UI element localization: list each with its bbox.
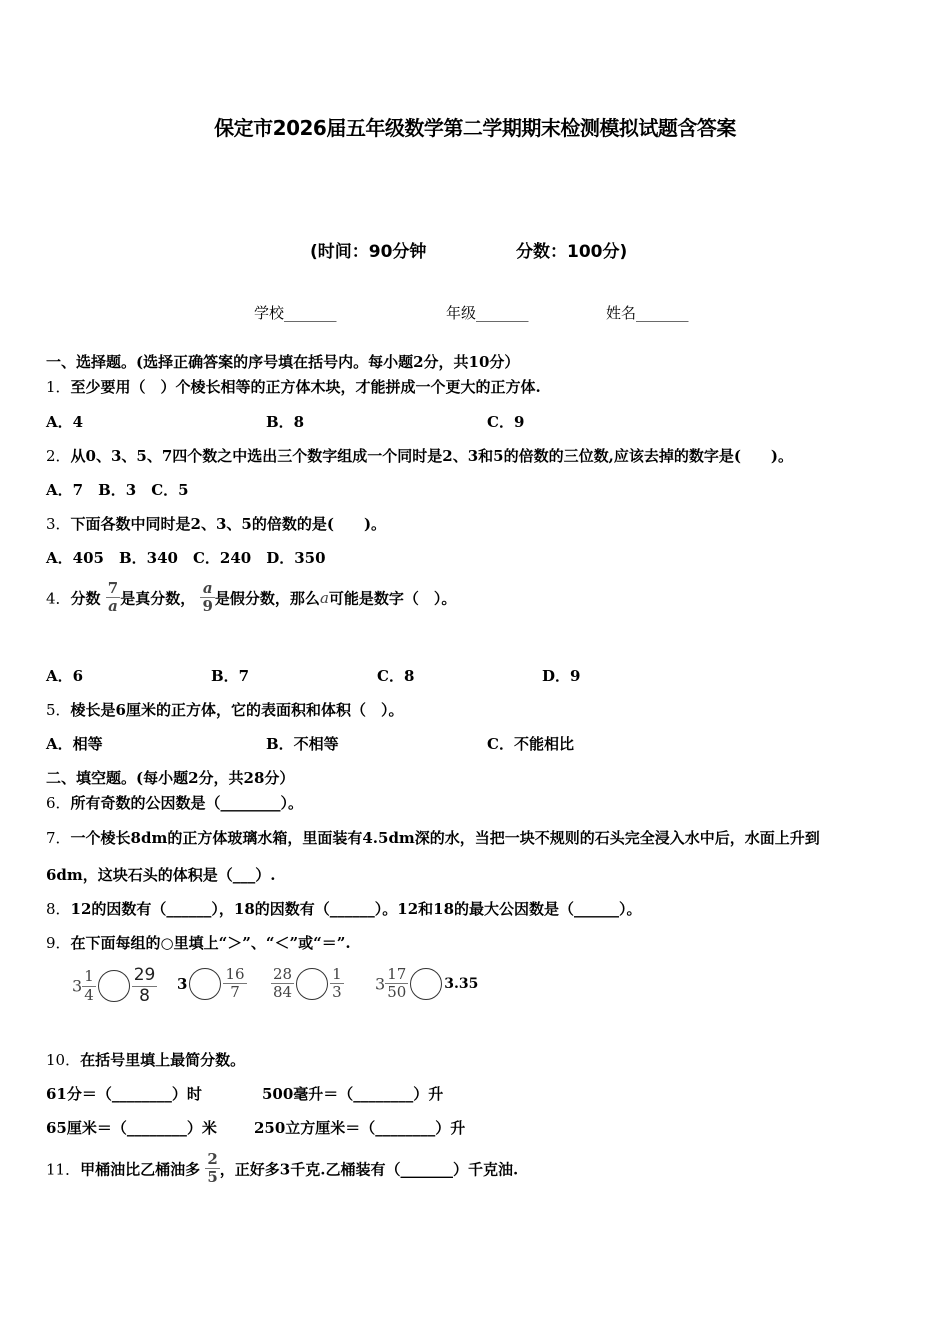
question-7-line2: 6dm，这块石头的体积是（___）.	[46, 866, 276, 884]
denominator: 50	[387, 983, 407, 1002]
denominator: 4	[84, 985, 94, 1004]
question-text: 从0、3、5、7四个数之中选出三个数字组成一个同时是2、3和5的倍数的三位数,应该去掉的数字是( )。	[70, 447, 794, 465]
question-number: 1．	[46, 378, 71, 396]
question-2-options: A．7 B．3 C．5	[46, 481, 189, 499]
option-a: A．4	[46, 413, 84, 431]
question-number: 2．	[46, 447, 71, 465]
compare-circle[interactable]	[98, 970, 130, 1002]
fraction-2-over-5	[205, 1151, 219, 1187]
option-a: A．相等	[46, 735, 103, 753]
name-field: 姓名_______	[606, 304, 689, 322]
number: 3	[177, 974, 188, 993]
decimal-number: 3.35	[444, 975, 479, 992]
denominator: 5	[207, 1168, 218, 1187]
option-d: D．9	[542, 667, 581, 685]
question-number: 9．	[46, 934, 71, 952]
question-6	[46, 792, 303, 813]
question-text: 所有奇数的公因数是（________）。	[70, 794, 304, 812]
school-field: 学校_______	[254, 304, 337, 322]
comparison-group-3	[271, 966, 344, 1002]
question-4	[46, 580, 456, 616]
section2-heading: 二、填空题。(每小题2分，共28分）	[46, 769, 295, 787]
exam-score: 分数：100分)	[516, 242, 628, 262]
question-5	[46, 699, 404, 720]
fraction-7-over-a	[106, 580, 120, 616]
question-number: 5．	[46, 701, 71, 719]
question-text-part: 分数	[70, 589, 101, 608]
fraction	[385, 966, 408, 1002]
question-text: 一个棱长8dm的正方体玻璃水箱，里面装有4.5dm深的水，当把一块不规则的石头完全浸入水中后，水面上升到	[70, 829, 820, 847]
comparison-group-1	[72, 966, 157, 1006]
comparison-row	[0, 966, 950, 1026]
question-text-part: 可能是数字（ ）。	[328, 589, 457, 608]
question-number: 7．	[46, 829, 71, 847]
question-11	[46, 1151, 518, 1187]
question-number: 10．	[46, 1051, 81, 1069]
numerator: 17	[387, 965, 407, 983]
denominator: a	[108, 597, 118, 616]
question-text: 棱长是6厘米的正方体，它的表面积和体积（ ）。	[70, 701, 404, 719]
whole-number: 3	[72, 976, 83, 996]
option-b: B．不相等	[266, 735, 339, 753]
conversion-2: 500毫升＝（________）升	[262, 1085, 444, 1103]
numerator: 2	[207, 1150, 218, 1168]
comparison-group-2	[177, 966, 247, 1002]
question-text-part: 是真分数，	[120, 589, 196, 608]
section1-heading: 一、选择题。(选择正确答案的序号填在括号内。每小题2分，共10分）	[46, 353, 520, 371]
question-number: 8．	[46, 900, 71, 918]
question-number: 6．	[46, 794, 71, 812]
question-8	[46, 898, 642, 919]
question-7	[46, 827, 820, 848]
page-title: 保定市2026届五年级数学第二学期期末检测模拟试题含答案	[214, 116, 736, 140]
grade-field: 年级_______	[446, 304, 529, 322]
comparison-group-4	[375, 966, 478, 1002]
numerator: 1	[84, 967, 94, 986]
fraction	[223, 966, 246, 1002]
question-number: 4．	[46, 589, 71, 608]
numerator: 7	[107, 579, 119, 597]
option-b: B．7	[211, 667, 250, 685]
question-number: 3．	[46, 515, 71, 533]
question-1	[46, 376, 541, 397]
option-b: B．8	[266, 413, 305, 431]
denominator: 8	[139, 985, 150, 1006]
question-3	[46, 513, 386, 534]
exam-time: (时间：90分钟	[310, 242, 427, 262]
fraction	[132, 966, 158, 1006]
option-c: C．8	[377, 667, 415, 685]
question-text-part: 是假分数，那么	[214, 589, 320, 608]
fraction-a-over-9	[200, 580, 214, 616]
question-text-part: 甲桶油比乙桶油多	[80, 1160, 201, 1179]
numerator: a	[200, 580, 214, 598]
question-9	[46, 932, 351, 953]
variable-a: a	[319, 588, 329, 607]
question-10	[46, 1049, 245, 1070]
conversion-1: 61分＝（________）时	[46, 1085, 202, 1103]
numerator: 16	[225, 965, 245, 983]
compare-circle[interactable]	[296, 968, 328, 1000]
question-text: 至少要用（ ）个棱长相等的正方体木块，才能拼成一个更大的正方体.	[70, 378, 541, 396]
numerator: 28	[273, 965, 293, 983]
conversion-4: 250立方厘米＝（________）升	[254, 1119, 466, 1137]
question-2	[46, 445, 793, 466]
question-text: 在括号里填上最简分数。	[80, 1051, 246, 1069]
denominator: 84	[273, 983, 293, 1002]
denominator: 9	[202, 597, 213, 616]
question-text-part: ，正好多3千克.乙桶装有（_______）千克油.	[219, 1160, 519, 1179]
question-text: 下面各数中同时是2、3、5的倍数的是( )。	[70, 515, 387, 533]
compare-circle[interactable]	[189, 968, 221, 1000]
fraction	[271, 966, 294, 1002]
question-3-options: A．405 B．340 C．240 D．350	[46, 549, 326, 567]
option-a: A．6	[46, 667, 84, 685]
numerator: 29	[133, 965, 156, 985]
compare-circle[interactable]	[410, 968, 442, 1000]
question-text: 12的因数有（______），18的因数有（______）。12和18的最大公因数是（______）。	[70, 900, 642, 918]
question-number: 11．	[46, 1160, 81, 1179]
denominator: 3	[332, 983, 342, 1002]
option-c: C．9	[487, 413, 525, 431]
conversion-3: 65厘米＝（________）米	[46, 1119, 217, 1137]
question-text: 在下面每组的○里填上“＞”、“＜”或“＝”.	[70, 934, 351, 952]
denominator: 7	[230, 983, 240, 1002]
whole-number: 3	[375, 974, 386, 994]
numerator: 1	[332, 965, 342, 983]
fraction	[330, 966, 344, 1002]
fraction	[82, 968, 96, 1004]
option-c: C．不能相比	[487, 735, 574, 753]
